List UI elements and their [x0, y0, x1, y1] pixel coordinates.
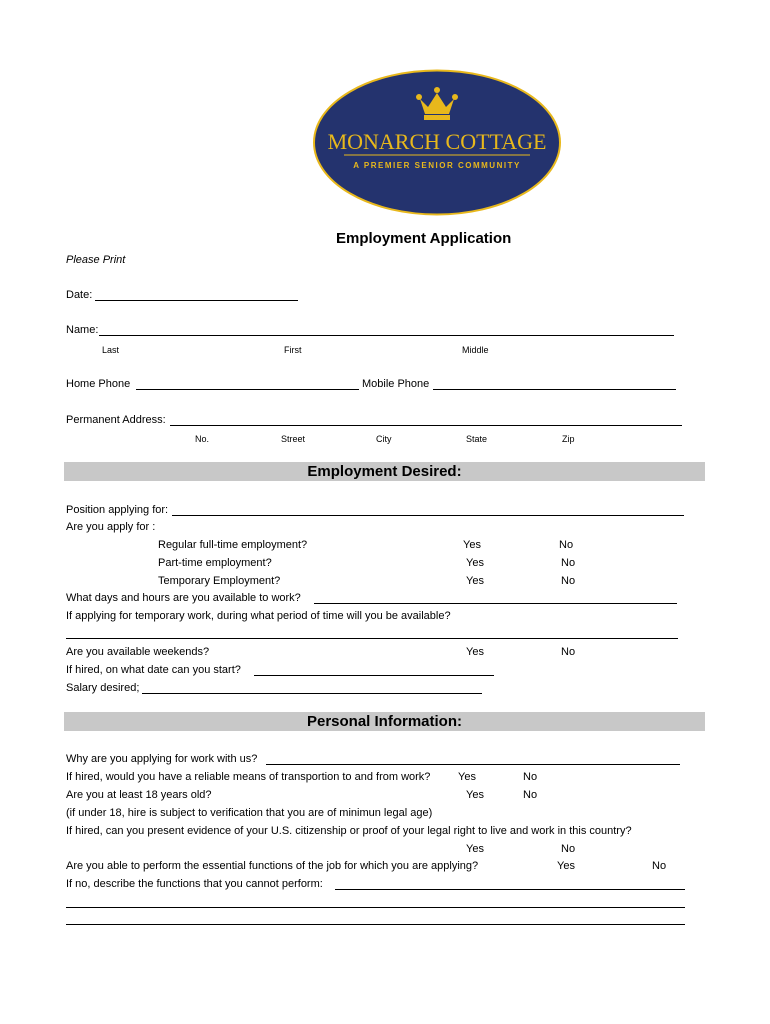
age-yes[interactable]: Yes: [466, 789, 484, 801]
part-time-yes[interactable]: Yes: [466, 557, 484, 569]
apply-for-label: Are you apply for :: [66, 521, 156, 533]
logo-line2: A PREMIER SENIOR COMMUNITY: [353, 161, 521, 170]
essential-yes[interactable]: Yes: [557, 860, 575, 872]
name-first-label: First: [284, 345, 302, 355]
salary-field[interactable]: [142, 693, 482, 694]
describe-field-line3[interactable]: [66, 924, 685, 925]
essential-no[interactable]: No: [652, 860, 667, 872]
transport-question: If hired, would you have a reliable means of transportion to and from work?: [66, 771, 431, 783]
address-zip-label: Zip: [562, 434, 575, 444]
temp-period-label: If applying for temporary work, during what period of time will you be available?: [66, 610, 451, 622]
address-state-label: State: [466, 434, 488, 444]
regular-no[interactable]: No: [559, 539, 574, 551]
part-time-question: Part-time employment?: [158, 557, 272, 569]
monarch-cottage-logo: [312, 69, 562, 216]
essential-question: Are you able to perform the essential functions of the job for which you are applying?: [66, 860, 479, 872]
name-last-label: Last: [102, 345, 120, 355]
name-label: Name:: [66, 324, 99, 336]
weekends-question: Are you available weekends?: [66, 646, 210, 658]
transport-yes[interactable]: Yes: [458, 771, 476, 783]
home-phone-field[interactable]: [136, 389, 359, 390]
regular-yes[interactable]: Yes: [463, 539, 481, 551]
temporary-yes[interactable]: Yes: [466, 575, 484, 587]
position-field[interactable]: [172, 515, 684, 516]
salary-label: Salary desired;: [66, 682, 140, 694]
home-phone-label: Home Phone: [66, 378, 131, 390]
address-field[interactable]: [170, 425, 682, 426]
weekends-no[interactable]: No: [561, 646, 576, 658]
days-hours-field[interactable]: [314, 603, 677, 604]
age-no[interactable]: No: [523, 789, 538, 801]
date-field[interactable]: [95, 300, 298, 301]
describe-label: If no, describe the functions that you cannot perform:: [66, 878, 323, 890]
personal-section-header: [64, 712, 705, 731]
position-label: Position applying for:: [66, 504, 169, 516]
citizenship-yes[interactable]: Yes: [466, 843, 484, 855]
temporary-question: Temporary Employment?: [158, 575, 281, 587]
regular-question: Regular full-time employment?: [158, 539, 308, 551]
date-label: Date:: [66, 289, 93, 301]
name-middle-label: Middle: [462, 345, 489, 355]
part-time-no[interactable]: No: [561, 557, 576, 569]
describe-field[interactable]: [335, 889, 685, 890]
why-label: Why are you applying for work with us?: [66, 753, 258, 765]
why-field[interactable]: [266, 764, 680, 765]
start-date-label: If hired, on what date can you start?: [66, 664, 241, 676]
page-title: Employment Application: [336, 230, 512, 247]
temporary-no[interactable]: No: [561, 575, 576, 587]
personal-heading: Personal Information:: [306, 713, 463, 730]
start-date-field[interactable]: [254, 675, 494, 676]
citizenship-question: If hired, can you present evidence of your U.S. citizenship or proof of your legal right to live and work in this country?: [66, 825, 632, 837]
address-street-label: Street: [281, 434, 306, 444]
address-no-label: No.: [195, 434, 210, 444]
address-city-label: City: [376, 434, 392, 444]
mobile-phone-label: Mobile Phone: [362, 378, 430, 390]
citizenship-no[interactable]: No: [561, 843, 576, 855]
mobile-phone-field[interactable]: [433, 389, 676, 390]
name-field[interactable]: [99, 335, 674, 336]
address-label: Permanent Address:: [66, 414, 166, 426]
transport-no[interactable]: No: [523, 771, 538, 783]
employment-section-header: [64, 462, 705, 481]
describe-field-line2[interactable]: [66, 907, 685, 908]
please-print: Please Print: [66, 254, 126, 266]
logo-line1: MONARCH COTTAGE: [327, 129, 547, 154]
temp-period-field[interactable]: [66, 638, 678, 639]
age-question: Are you at least 18 years old?: [66, 789, 212, 801]
employment-heading: Employment Desired:: [307, 463, 462, 480]
weekends-yes[interactable]: Yes: [466, 646, 484, 658]
days-hours-label: What days and hours are you available to work?: [66, 592, 301, 604]
age-note: (if under 18, hire is subject to verification that you are of minimun legal age): [66, 807, 433, 819]
